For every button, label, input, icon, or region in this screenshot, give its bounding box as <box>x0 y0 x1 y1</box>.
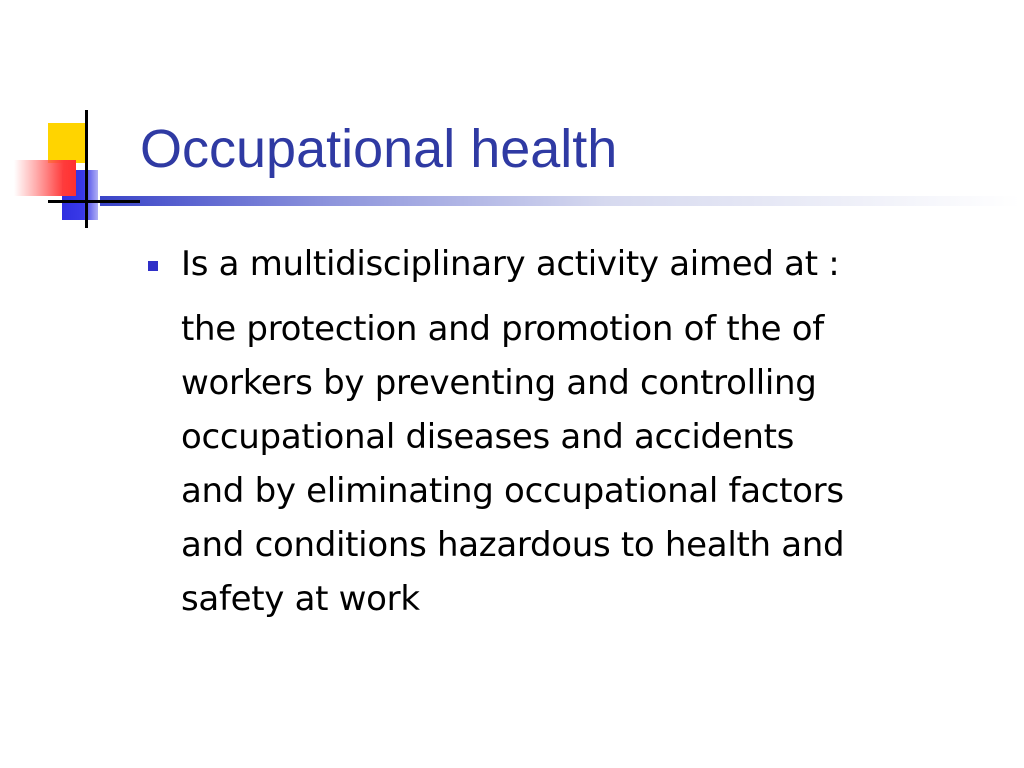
decor-horizontal-line <box>48 200 140 203</box>
decor-yellow-square <box>48 123 88 163</box>
bullet-text: Is a multidisciplinary activity aimed at : <box>181 244 840 284</box>
bullet-square-icon <box>148 261 158 271</box>
sub-line: workers by preventing and controlling <box>181 363 817 403</box>
bullet-item <box>148 240 988 288</box>
sub-line: safety at work <box>181 579 420 619</box>
slide-content <box>148 240 988 626</box>
sub-line: occupational diseases and accidents <box>181 417 795 457</box>
slide-title: Occupational health <box>140 119 618 179</box>
sub-line: and conditions hazardous to health and <box>181 525 845 565</box>
decor-vertical-line <box>85 110 88 228</box>
sub-line: the protection and promotion of the of <box>181 309 824 349</box>
title-underline-gradient <box>100 196 1020 206</box>
sub-line: and by eliminating occupational factors <box>181 471 844 511</box>
sub-paragraph <box>181 302 988 626</box>
decor-red-square <box>14 160 76 196</box>
